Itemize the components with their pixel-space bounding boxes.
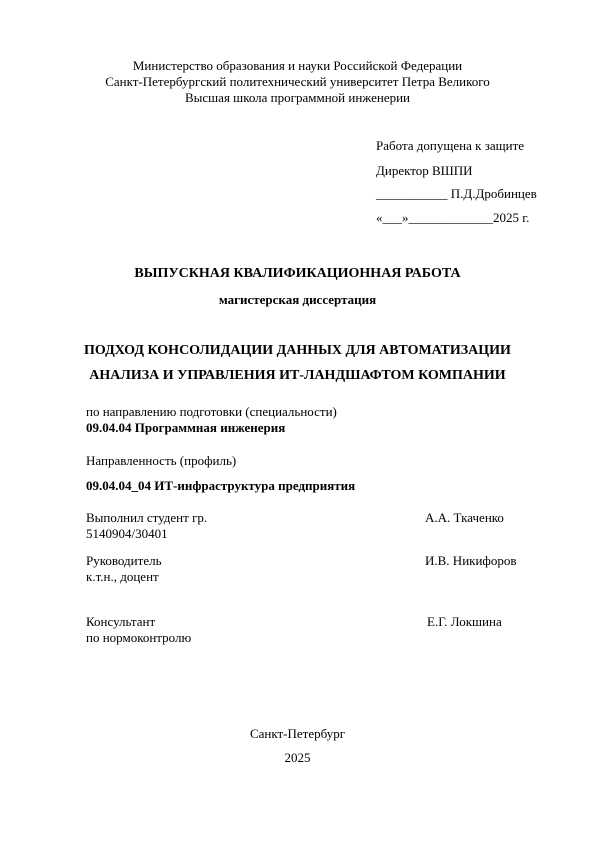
year: 2025	[284, 750, 311, 765]
student-label: Выполнил студент гр.	[86, 510, 208, 525]
approval-date-line: «___»_____________2025 г.	[376, 210, 530, 225]
consultant-role: по нормоконтролю	[86, 630, 192, 645]
consultant-name: Е.Г. Локшина	[427, 614, 502, 629]
city: Санкт-Петербург	[249, 726, 346, 741]
director-signature-line: ___________ П.Д.Дробинцев	[376, 186, 537, 201]
director-title: Директор ВШПИ	[376, 163, 473, 178]
supervisor-label: Руководитель	[86, 553, 162, 568]
topic-line-2: АНАЛИЗА И УПРАВЛЕНИЯ ИТ-ЛАНДШАФТОМ КОМПАНИИ	[89, 368, 506, 383]
profile-label: Направленность (профиль)	[86, 453, 237, 468]
work-subtype: магистерская диссертация	[218, 292, 377, 307]
school-name: Высшая школа программной инженерии	[185, 90, 410, 105]
topic-line-1: ПОДХОД КОНСОЛИДАЦИИ ДАННЫХ ДЛЯ АВТОМАТИЗАЦИИ	[84, 343, 511, 358]
student-group: 5140904/30401	[86, 526, 168, 541]
direction-label: по направлению подготовки (специальности)	[86, 404, 337, 419]
supervisor-name: И.В. Никифоров	[425, 553, 517, 568]
supervisor-degree: к.т.н., доцент	[86, 569, 159, 584]
ministry-name: Министерство образования и науки Российской Федерации	[132, 58, 463, 73]
consultant-label: Консультант	[86, 614, 156, 629]
student-name: А.А. Ткаченко	[425, 510, 504, 525]
direction-value: 09.04.04 Программная инженерия	[86, 420, 286, 435]
university-name: Санкт-Петербургский политехнический университет Петра Великого	[105, 74, 490, 89]
profile-value: 09.04.04_04 ИТ-инфраструктура предприятия	[86, 478, 356, 493]
work-type-title: ВЫПУСКНАЯ КВАЛИФИКАЦИОННАЯ РАБОТА	[134, 266, 461, 281]
approval-statement: Работа допущена к защите	[376, 138, 525, 153]
